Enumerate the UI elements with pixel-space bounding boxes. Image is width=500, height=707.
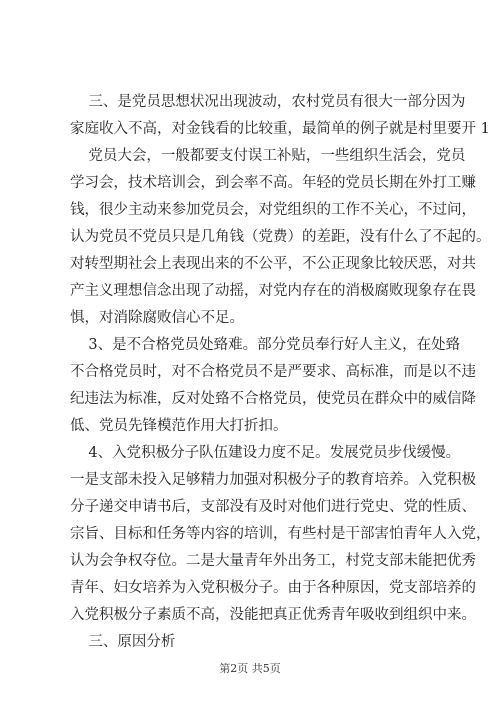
body-line: 家庭收入不高，对金钱看的比较重，最简单的例子就是村里要开 1 [70,121,490,137]
body-line: 一是支部未投入足够精力加强对积极分子的教育培养。入党积极 [70,472,476,488]
body-line: 青年、妇女培养为入党积极分子。由于各种原因，党支部培养的 [70,580,476,596]
body-line: 3、是不合格党员处臵难。部分党员奉行好人主义，在处臵 [70,337,461,353]
body-line: 入党积极分子素质不高，没能把真正优秀青年吸收到组织中来。 [70,607,476,623]
body-line: 党员大会，一般都要支付误工补贴，一些组织生活会，党员 [70,148,466,164]
body-line: 惧，对消除腐败信心不足。 [70,310,244,326]
section-heading: 三、原因分析 [70,634,176,650]
body-line: 纪违法为标准，反对处臵不合格党员，使党员在群众中的威信降 [70,391,476,407]
body-line: 认为会争权夺位。二是大量青年外出务工，村党支部未能把优秀 [70,553,476,569]
body-line: 对转型期社会上表现出来的不公平，不公正现象比较厌恶，对共 [70,256,476,272]
body-line: 产主义理想信念出现了动摇，对党内存在的消极腐败现象存在畏 [70,283,476,299]
body-line: 低、党员先锋模范作用大打折扣。 [70,418,288,434]
body-line: 钱，很少主动来参加党员会，对党组织的工作不关心，不过问， [70,202,476,218]
body-line: 不合格党员时，对不合格党员不是严要求、高标准，而是以不违 [70,364,476,380]
body-line: 认为党员不党员只是几角钱（党费）的差距，没有什么了不起的。 [70,229,491,245]
body-line: 4、入党积极分子队伍建设力度不足。发展党员步伐缓慢。 [70,445,461,461]
body-line: 三、是党员思想状况出现波动，农村党员有很大一部分因为 [70,94,466,110]
body-line: 学习会，技术培训会，到会率不高。年轻的党员长期在外打工赚 [70,175,476,191]
page-footer: 第2页 共5页 [219,662,281,675]
body-line: 分子递交申请书后，支部没有及时对他们进行党史、党的性质、 [70,499,476,515]
body-line: 宗旨、目标和任务等内容的培训，有些村是干部害怕青年人入党， [70,526,491,542]
